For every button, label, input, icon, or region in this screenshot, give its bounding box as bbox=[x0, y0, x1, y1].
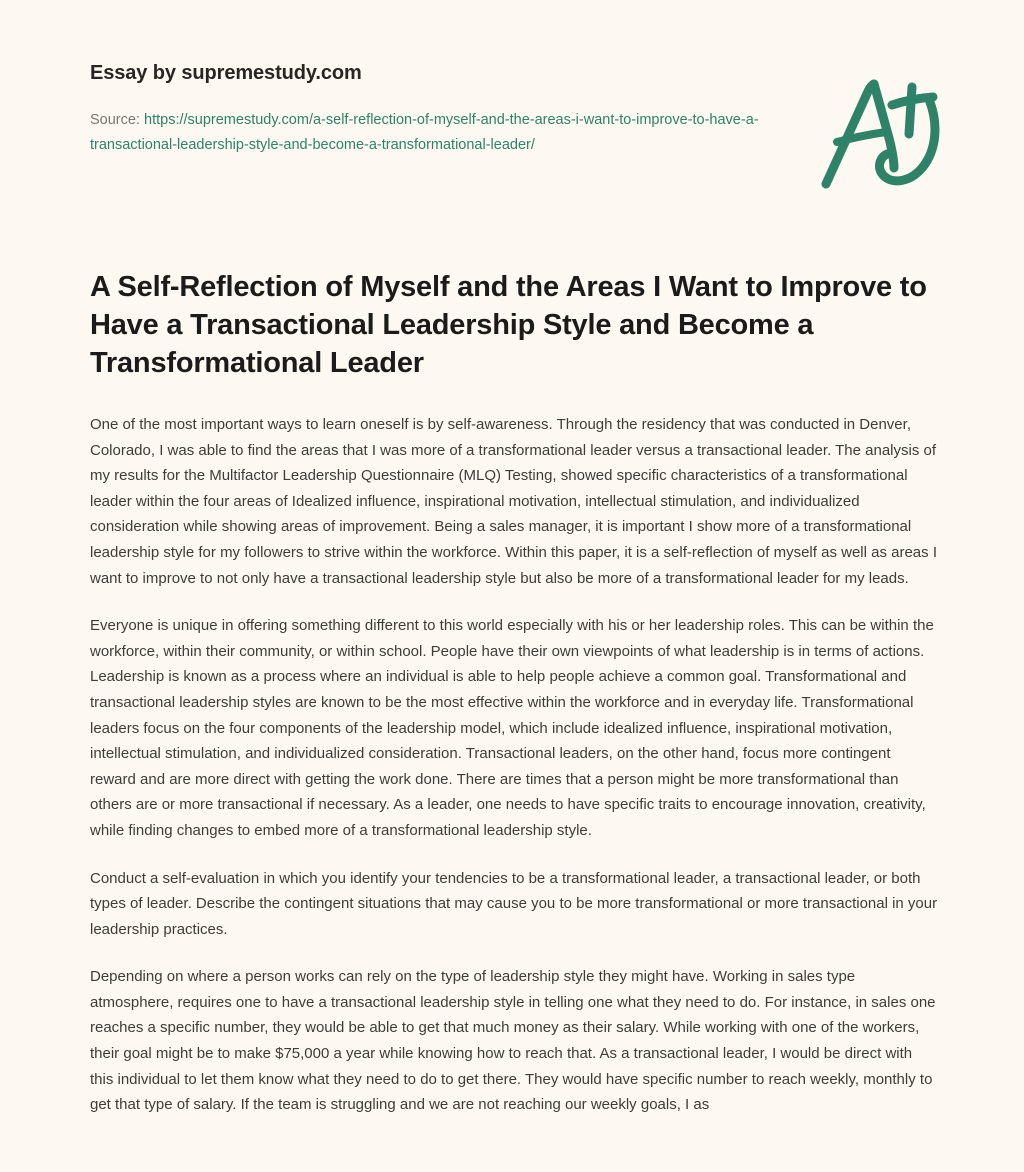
source-line bbox=[90, 108, 770, 158]
article-paragraph: Depending on where a person works can rely on the type of leadership style they might have. Working in sales type atmosphere, requires one to have a transactional leadership style in telling one what they need to do. For instance, in sales one reaches a specific number, they would be able to get that much money as their salary. While working with one of the workers, their goal might be to make $75,000 a year while knowing how to reach that. As a transactional leader, I would be direct with this individual to let them know what they need to do to get there. They would have specific number to reach weekly, monthly to get that type of salary. If the team is struggling and we are not reaching our weekly goals, I as bbox=[90, 968, 936, 1114]
header-text-block bbox=[90, 60, 770, 158]
article bbox=[90, 268, 938, 1118]
article-paragraph: Conduct a self-evaluation in which you identify your tendencies to be a transformational leader, a transactional leader, or both types of leader. Describe the contingent situations that may cause you to be more transformational or more transactional in your leadership practices. bbox=[90, 869, 938, 938]
essay-byline: Essay by supremestudy.com bbox=[90, 62, 362, 84]
a-plus-logo-icon bbox=[820, 72, 950, 197]
page-title: A Self-Reflection of Myself and the Areas I Want to Improve to Have a Transactional Leadership Style and Become a Transformational Leader bbox=[90, 271, 927, 379]
article-body bbox=[90, 412, 938, 1118]
page-header bbox=[0, 0, 1024, 225]
source-url-link[interactable]: https://supremestudy.com/a-self-reflection-of-myself-and-the-areas-i-want-to-improve-to-have-a-transactional-leadership-style-and-become-a-transformational-leader/ bbox=[90, 112, 759, 153]
article-paragraph: Everyone is unique in offering something different to this world especially with his or her leadership roles. This can be within the workforce, within their community, or within school. People have their own viewpoints of what leadership is in terms of actions. Leadership is known as a process where an individual is able to help people achieve a common goal. Transformational and transactional leadership styles are known to be the most effective within the workforce and in everyday life. Transformational leaders focus on the four components of the leadership model, which include idealized influence, inspirational motivation, intellectual stimulation, and individualized consideration. Transactional leaders, on the other hand, focus more contingent reward and are more direct with getting the work done. There are times that a person might be more transformational than others are or more transactional if necessary. As a leader, one needs to have specific traits to encourage innovation, creativity, while finding changes to embed more of a transformational leadership style. bbox=[90, 617, 934, 839]
source-label: Source: bbox=[90, 112, 140, 128]
article-paragraph: One of the most important ways to learn oneself is by self-awareness. Through the residency that was conducted in Denver, Colorado, I was able to find the areas that I was more of a transformational leader versus a transactional leader. The analysis of my results for the Multifactor Leadership Questionnaire (MLQ) Testing, showed specific characteristics of a transformational leader within the four areas of Idealized influence, inspirational motivation, intellectual stimulation, and individualized consideration while showing areas of improvement. Being a sales manager, it is important I show more of a transformational leadership style for my followers to strive within the workforce. Within this paper, it is a self-reflection of myself as well as areas I want to improve to not only have a transactional leadership style but also be more of a transformational leader for my leads. bbox=[90, 416, 937, 587]
